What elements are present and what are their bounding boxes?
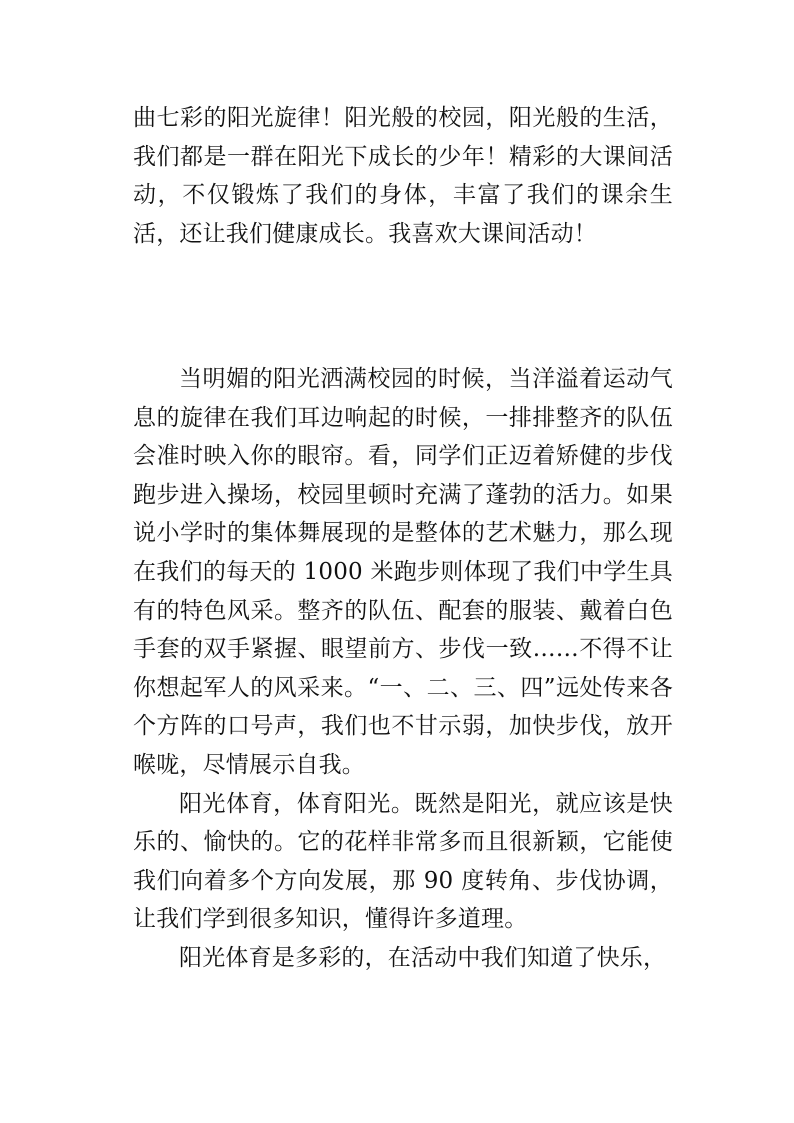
paragraph-2: 当明媚的阳光洒满校园的时候，当洋溢着运动气息的旋律在我们耳边响起的时候，一排排整齐的队伍会准时映入你的眼帘。看，同学们正迈着矫健的步伐跑步进入操场，校园里顿时充满了蓬勃的活力。如果说小学时的集体舞展现的是整体的艺术魅力，那么现在我们的每天的 1000 米跑步则体现了我们中学生具有的特色风采。整齐的队伍、配套的服装、戴着白色手套的双手紧握、眼望前方、步伐一致……不得不让你想起军人的风采来。“一、二、三、四”远处传来各个方阵的口号声，我们也不甘示弱，加快步伐，放开喉咙，尽情展示自我。 [133, 366, 673, 778]
text-section-1 [133, 99, 673, 253]
paragraph-1: 曲七彩的阳光旋律！阳光般的校园，阳光般的生活，我们都是一群在阳光下成长的少年！精彩的大课间活动，不仅锻炼了我们的身体，丰富了我们的课余生活，还让我们健康成长。我喜欢大课间活动！ [133, 105, 673, 247]
paragraph-4: 阳光体育是多彩的，在活动中我们知道了快乐， [179, 944, 667, 971]
paragraph-3: 阳光体育，体育阳光。既然是阳光，就应该是快乐的、愉快的。它的花样非常多而且很新颖，它能使我们向着多个方向发展，那 90 度转角、步伐协调，让我们学到很多知识，懂得许多道理。 [133, 790, 673, 933]
text-section-2 [133, 360, 673, 978]
